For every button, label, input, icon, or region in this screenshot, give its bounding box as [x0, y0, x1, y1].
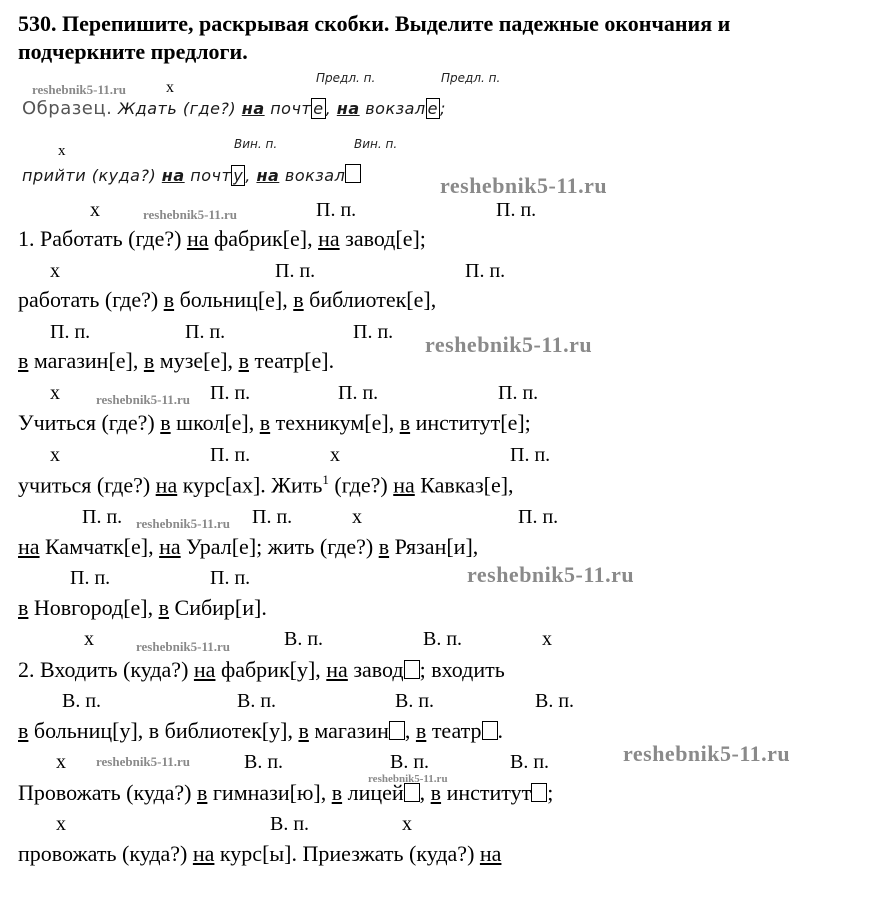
text-line — [18, 595, 267, 621]
text-line — [18, 287, 436, 313]
case-mark: В. п. — [270, 813, 310, 835]
sample-word: вокзал — [284, 166, 346, 185]
text: 2. Входить (куда?) — [18, 657, 194, 682]
preposition: в — [143, 348, 155, 373]
preposition: в — [331, 780, 343, 805]
text: курс[ы]. Приезжать (куда?) — [214, 841, 480, 866]
text: больниц[у], в библиотек[у], — [28, 718, 299, 743]
preposition: в — [293, 287, 304, 312]
case-mark: П. п. — [185, 321, 226, 343]
preposition: в — [18, 595, 29, 620]
text: лицей — [342, 780, 404, 805]
watermark: reshebnik5-11.ru — [440, 173, 608, 198]
sample-line-1 — [22, 98, 446, 119]
text: провожать (куда?) — [18, 841, 193, 866]
text: завод — [347, 657, 404, 682]
text: учиться (где?) — [18, 472, 156, 498]
sample-case-label: Вин. п. — [354, 137, 398, 151]
sample-word: Ждать (где?) — [117, 99, 237, 118]
preposition: на — [318, 226, 340, 251]
watermark: reshebnik5-11.ru — [467, 562, 635, 587]
text: Камчатк[е], — [39, 534, 160, 559]
text: музе[е], — [154, 348, 239, 373]
text: фабрик[у], — [215, 657, 327, 682]
preposition: в — [238, 348, 249, 373]
sample-case-label: Вин. п. — [234, 137, 278, 151]
text: Рязан[и], — [389, 534, 479, 559]
zero-ending-box — [389, 721, 405, 740]
case-mark: В. п. — [423, 628, 463, 650]
case-mark: В. п. — [510, 751, 550, 773]
case-mark-x: x — [56, 813, 66, 835]
text: школ[е], — [170, 410, 260, 435]
watermark: reshebnik5-11.ru — [136, 639, 231, 654]
preposition: в — [18, 348, 29, 373]
comma: , — [325, 99, 332, 118]
preposition: на — [326, 657, 348, 682]
preposition: в — [197, 780, 208, 805]
case-mark: П. п. — [510, 444, 551, 466]
zero-ending-box — [404, 660, 420, 679]
preposition: в — [163, 287, 175, 312]
sample-case-label: Предл. п. — [441, 71, 501, 85]
text: Сибир[и]. — [169, 595, 267, 620]
text: библиотек[е], — [303, 287, 437, 312]
sample-word: прийти (куда?) — [22, 166, 157, 185]
text: магазин[е], — [28, 348, 144, 373]
preposition: в — [399, 410, 411, 435]
exercise-title-line1: 530. Перепишите, раскрывая скобки. Выделите падежные окончания и — [18, 11, 731, 36]
case-mark: В. п. — [535, 690, 575, 712]
zero-ending-box — [404, 783, 420, 802]
case-mark: В. п. — [395, 690, 435, 712]
case-mark-x: x — [352, 506, 362, 528]
case-mark: П. п. — [316, 199, 357, 221]
preposition: в — [259, 410, 271, 435]
preposition: в — [160, 410, 171, 435]
watermark: reshebnik5-11.ru — [368, 773, 448, 785]
exercise-title-line2: подчеркните предлоги. — [18, 39, 248, 64]
text: магазин — [308, 718, 389, 743]
text-line — [18, 657, 505, 683]
preposition: на — [186, 226, 209, 251]
text: , — [419, 780, 431, 805]
preposition: на — [193, 657, 216, 682]
text: гимнази[ю], — [207, 780, 332, 805]
case-mark: В. п. — [62, 690, 102, 712]
preposition: на — [393, 472, 415, 498]
preposition: на — [336, 99, 360, 118]
sample-word: почт — [190, 166, 232, 185]
preposition: в — [415, 718, 427, 743]
zero-ending-box — [345, 164, 361, 183]
text: Урал[е]; жить (где?) — [180, 534, 379, 559]
sample-line-2 — [22, 164, 361, 185]
preposition: в — [158, 595, 170, 620]
text-line — [18, 226, 426, 252]
case-mark: П. п. — [465, 260, 506, 282]
sample-word: вокзал — [365, 99, 426, 118]
text: больниц[е], — [174, 287, 294, 312]
case-mark-x: x — [166, 79, 174, 96]
text: завод[е]; — [339, 226, 426, 251]
preposition: на — [18, 534, 40, 559]
sample-word: почт — [270, 99, 312, 118]
footnote-mark: 1 — [322, 472, 329, 487]
zero-ending-box — [531, 783, 547, 802]
watermark: reshebnik5-11.ru — [623, 741, 791, 766]
case-mark: П. п. — [338, 382, 379, 404]
text: фабрик[е], — [208, 226, 319, 251]
ending-box: е — [313, 99, 324, 118]
preposition: на — [241, 99, 265, 118]
case-mark: П. п. — [252, 506, 293, 528]
text: ; входить — [419, 657, 505, 682]
case-mark: В. п. — [244, 751, 284, 773]
preposition: на — [161, 166, 185, 185]
text: институт[е]; — [410, 410, 531, 435]
text: техникум[е], — [270, 410, 400, 435]
sample-label: Образец. — [22, 98, 113, 119]
case-mark: П. п. — [70, 567, 111, 589]
case-mark: П. п. — [210, 382, 251, 404]
preposition: на — [155, 472, 178, 498]
text: , — [404, 718, 416, 743]
case-mark-x: x — [84, 628, 94, 650]
preposition: в — [378, 534, 390, 559]
watermark: reshebnik5-11.ru — [32, 82, 127, 97]
case-mark: П. п. — [498, 382, 539, 404]
text: 1. Работать (где?) — [18, 226, 187, 251]
semicolon: ; — [440, 99, 446, 118]
preposition: на — [479, 841, 502, 866]
text: работать (где?) — [18, 287, 164, 312]
text: Учиться (где?) — [18, 410, 161, 435]
case-mark-x: x — [50, 260, 60, 282]
case-mark: В. п. — [237, 690, 277, 712]
case-mark: П. п. — [353, 321, 394, 343]
watermark: reshebnik5-11.ru — [143, 207, 238, 222]
text-line — [18, 472, 514, 498]
case-mark-x: x — [50, 444, 60, 466]
preposition: в — [298, 718, 309, 743]
text: институт — [441, 780, 532, 805]
text-line — [18, 534, 478, 560]
case-mark: П. п. — [210, 567, 251, 589]
case-mark-x: x — [50, 382, 60, 404]
ending-box: у — [233, 166, 244, 185]
text: . — [497, 718, 504, 743]
preposition: в — [430, 780, 442, 805]
case-mark: В. п. — [284, 628, 324, 650]
preposition: на — [192, 841, 215, 866]
preposition: на — [159, 534, 181, 559]
case-mark: П. п. — [210, 444, 251, 466]
text-line — [18, 410, 531, 436]
case-mark: П. п. — [82, 506, 123, 528]
case-mark-x: x — [90, 199, 100, 221]
case-mark: В. п. — [390, 751, 430, 773]
case-mark-x: x — [330, 444, 340, 466]
zero-ending-box — [482, 721, 498, 740]
text: театр — [426, 718, 482, 743]
watermark: reshebnik5-11.ru — [425, 332, 593, 357]
case-mark: П. п. — [496, 199, 537, 221]
text: Провожать (куда?) — [18, 780, 197, 805]
watermark: reshebnik5-11.ru — [96, 392, 191, 407]
case-mark-x: x — [56, 751, 66, 773]
case-mark-x: x — [58, 143, 66, 159]
case-mark-x: x — [542, 628, 552, 650]
ending-box: е — [427, 99, 438, 118]
text: (где?) — [328, 472, 394, 498]
case-mark: П. п. — [50, 321, 91, 343]
text: Новгород[е], — [28, 595, 159, 620]
sample-case-label: Предл. п. — [316, 71, 376, 85]
text-line — [18, 841, 501, 867]
text-line — [18, 718, 503, 744]
text: курс[ах]. Жить — [177, 472, 323, 498]
case-mark: П. п. — [518, 506, 559, 528]
comma: , — [245, 166, 251, 185]
watermark: reshebnik5-11.ru — [136, 516, 231, 531]
text: Кавказ[е], — [414, 472, 514, 498]
preposition: на — [256, 166, 280, 185]
text: театр[е]. — [248, 348, 335, 373]
case-mark-x: x — [402, 813, 412, 835]
text-line — [18, 348, 334, 374]
case-mark: П. п. — [275, 260, 316, 282]
text-line — [18, 780, 553, 806]
watermark: reshebnik5-11.ru — [96, 754, 191, 769]
preposition: в — [18, 718, 29, 743]
text: ; — [547, 780, 554, 805]
